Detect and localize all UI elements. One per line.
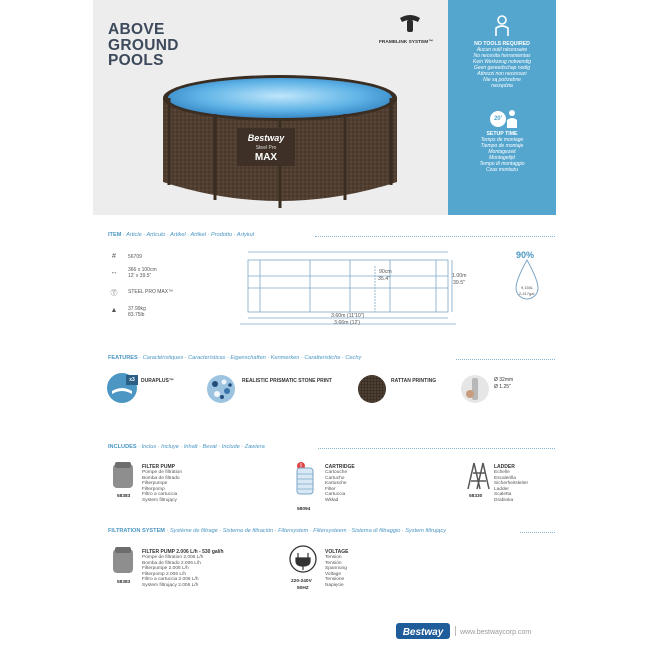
footer-divider [455,626,456,636]
item-section-header [108,232,254,238]
ladder-translations [494,470,528,504]
no-tools-line: Aucun outil nécessaire [476,47,528,53]
rattan-swatch-icon [357,374,387,404]
translation-line: Filterpumpe [142,481,168,487]
framelink-connector-icon [398,12,422,34]
filtration-section-header [108,528,446,534]
item-number-value: 56709 [128,254,142,260]
features-header-translations: · Caractéristiques · Características · Eigenschaften · Kenmerken · Caratteristiche · Cechy [137,355,362,361]
logo-text: Bestway [402,627,444,638]
person-setup-icon [504,109,520,129]
cartridge-title: CARTRIDGE [325,464,355,470]
translation-line: Cartuccia [325,492,346,498]
weight-icon: ▲ [110,307,118,314]
translation-line: System filtrujący [142,497,177,503]
ladder-code: 58330 [469,494,483,499]
translation-line: Wkład [325,497,339,503]
translation-line: Voltage [325,571,342,577]
filtration-pump-code: 58383 [117,580,131,585]
translation-line: Pompe de filtration [142,470,182,475]
translation-line: Filtro a cartuccia 2.006 L/h [142,577,199,583]
wall-height-imperial: 39.5" [453,280,465,286]
translation-line: Tension [325,555,342,560]
tube-diameter-imperial: Ø 1.25" [494,384,511,390]
item-header-translations: · Article · Artículo · Artikel · Artikel · Prodotto · Artykuł [121,232,254,238]
setup-time-line: Montagezeit [488,149,516,155]
filter-pump-code: 58383 [117,494,131,499]
weight-kg: 37.99kg [128,306,146,312]
duraplus-layers-badge: x3 [126,375,138,385]
no-tools-line: Geen gereedschap nodig [473,65,531,71]
voltage-translations [325,555,347,589]
duraplus-label: DURAPLUS™ [141,378,174,384]
no-tools-line: Nie są potrzebne [483,77,521,83]
no-tools-line: Attrezzi non necessari [477,71,527,77]
item-size-imperial: 12' x 39.5" [128,273,152,279]
cartridge-translations [325,470,347,504]
item-size-metric: 366 x 100cm [128,267,157,273]
fill-percent: 90% [516,250,535,260]
pool-brand-text: Bestway [247,133,285,143]
item-section-rule [315,236,555,237]
translation-line: Ladder [494,486,509,492]
page-title [108,22,179,69]
translation-line: Napięcie [325,582,344,588]
includes-header-translations: · Inclus · Incluye · Inhalt · Bevat · Include · Zawiera [136,444,265,450]
voltage-plug-icon [289,545,317,573]
no-tools-line: No necesita herramientas [473,53,531,59]
includes-section-header [108,444,265,450]
cartridge-icon [292,466,318,496]
title-line-2: GROUND [108,36,179,54]
ladder-title: LADDER [494,464,515,470]
title-line-3: POOLS [108,52,164,69]
voltage-title: VOLTAGE [325,549,349,555]
translation-line: Bomba de filtrado [142,475,180,481]
bestway-logo [396,623,450,639]
translation-line: Kartusche [325,481,347,487]
translation-line: Tensión [325,560,342,566]
ladder-icon [464,461,492,491]
setup-time-line: Czas montażu [486,167,518,173]
cartridge-type-badge: I [297,462,305,470]
translation-line: Cartouche [325,470,348,475]
pool-image [155,70,405,210]
cartridge-code: 58094 [297,507,311,512]
frequency-value: 50HZ [297,586,309,591]
translation-line: Bomba de filtrado 2.006 L/h [142,560,201,566]
pool-model-text: MAX [254,152,278,163]
filtration-pump-translations [142,555,203,589]
filtration-pump-title: FILTER PUMP 2.006 L/h - 530 gal/h [142,549,224,555]
translation-line: Escalerilla [494,475,516,481]
item-number-icon: # [112,253,116,260]
translation-line: Sicherheitsleiter [494,481,529,487]
capacity-gallons: 2,417gal [519,291,535,296]
outer-diameter: 3.66m (12') [334,320,361,326]
weight-lb: 83.75lb [128,312,145,318]
filter-pump-translations [142,470,182,504]
filter-pump-icon [110,546,136,574]
includes-section-rule [318,448,555,449]
translation-line: Filterpomp [142,486,165,492]
includes-header-label: INCLUDES [108,444,137,450]
features-section-header [108,355,361,361]
filtration-section-rule [520,532,555,533]
features-header-label: FEATURES [108,355,138,361]
stone-print-swatch-icon [206,374,236,404]
translation-line: Filtro a cartuccia [142,492,178,498]
tube-diameter-icon [460,374,490,404]
framelink-label: FRAMELINK SYSTEM™ [379,40,434,45]
filter-pump-icon [110,461,136,489]
translation-line: Spannung [325,566,347,572]
no-tools-line: narzędzia [491,83,513,89]
inner-diameter: 3.60m (11'10") [331,313,365,319]
setup-time-line: Tempo di montaggio [479,161,525,167]
wall-height-metric: 1.00m [452,273,467,279]
no-tools-heading: NO TOOLS REQUIRED [474,41,530,47]
pool-model-small-text: Steel Pro [255,145,277,151]
setup-time-line: Temps de montage [480,137,524,143]
translation-line: Filterpomp 2.006 L/h [142,571,186,577]
setup-time-line: Tiempo de montaje [480,143,524,149]
filter-pump-title: FILTER PUMP [142,464,175,470]
frame-type-value: STEEL PRO MAX™ [128,289,174,295]
translation-line: Echelle [494,470,510,475]
water-depth-metric: 90cm [379,269,392,275]
tube-diameter-metric: Ø 32mm [494,377,514,383]
item-size-icon: ↔ [110,269,118,276]
setup-time-heading: SETUP TIME [486,131,518,137]
water-depth-imperial: 35.4" [378,276,390,282]
item-header-label: ITEM [108,232,122,238]
translation-line: Drabinka [494,497,514,503]
translation-line: Filterpumpe 2.006 L/h [142,566,189,572]
stone-print-label: REALISTIC PRISMATIC STONE PRINT [242,378,332,384]
filtration-header-translations: · Système de filtrage · Sistema de filtración · Filtersystem · Filtersysteem · Sistema di filtraggio · System filtrujący [164,528,446,534]
voltage-value: 220-240V [291,579,312,584]
no-tools-icon [488,12,516,40]
setup-time-badge: 20' [490,111,506,127]
capacity-liters: 9,150L [521,285,534,290]
translation-line: Pompe de filtration 2.006 L/h [142,555,204,560]
translation-line: Cartucho [325,475,345,481]
setup-time-line: Montagetijd [489,155,515,161]
rattan-label: RATTAN PRINTING [391,378,437,384]
features-section-rule [456,359,555,360]
translation-line: Tensione [325,577,345,583]
website-link[interactable]: www.bestwaycorp.com [460,629,532,636]
info-sidebar [448,0,556,215]
translation-line: Filter [325,486,336,492]
translation-line: System filtrujący 2.006 L/h [142,582,199,588]
frame-type-icon: Ⓣ [110,290,118,297]
title-line-1: ABOVE [108,21,165,38]
translation-line: Scaletta [494,492,512,498]
no-tools-line: Kein Werkzeug notwendig [473,59,531,65]
filtration-header-label: FILTRATION SYSTEM [108,528,165,534]
